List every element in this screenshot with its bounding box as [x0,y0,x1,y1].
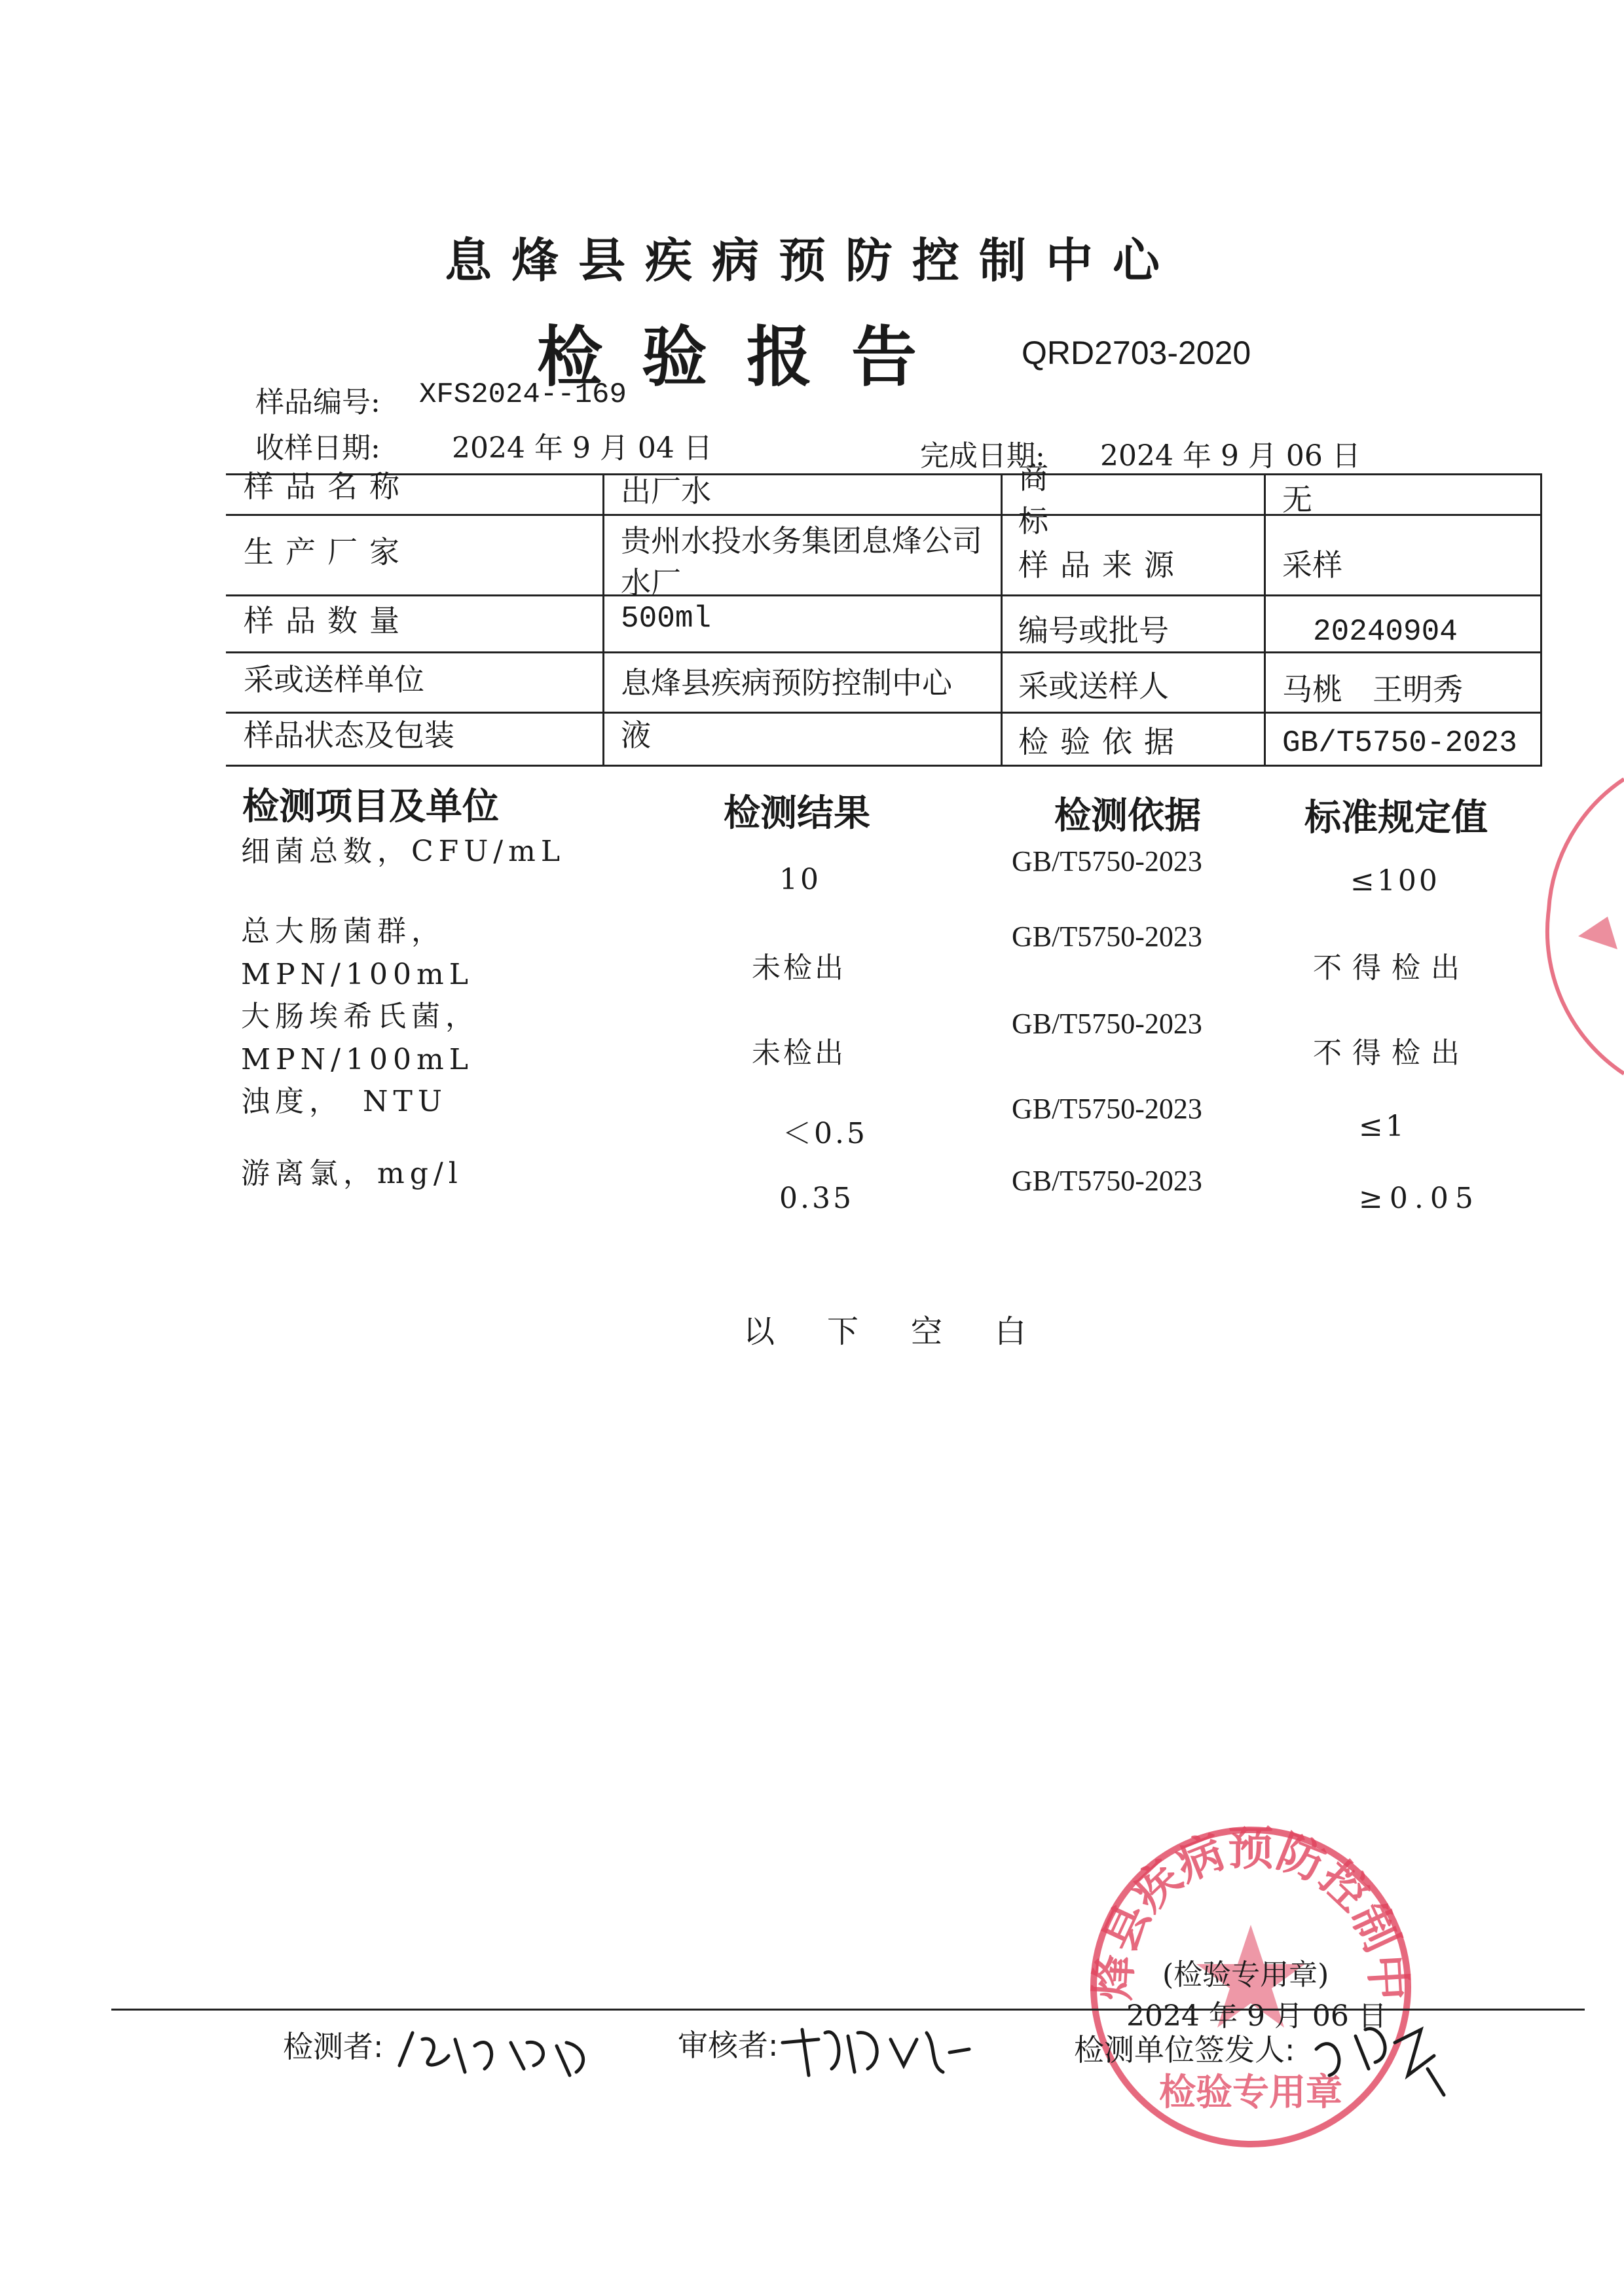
tester-label: 检测者: [283,2029,384,2064]
receive-date-label: 收样日期: [255,431,380,465]
result-row-value: 10 [779,863,821,896]
svg-text:检验专用章: 检验专用章 [1159,2071,1342,2114]
tester-signature [393,2020,616,2092]
quantity-label: 样品数量 [244,603,411,638]
result-row-item: 游离氯，mg/l [241,1157,463,1190]
result-row-item: 大肠埃希氏菌，MPN/100mL [241,1000,479,1076]
source-label: 样品来源 [1018,547,1186,583]
result-row-basis: GB/T5750-2023 [1012,1008,1202,1040]
partial-seal-right [1545,766,1624,1093]
batch-label: 编号或批号 [1018,613,1169,648]
result-row-value: ＜0.5 [783,1117,868,1150]
complete-date-label: 完成日期: [920,439,1045,473]
state-label: 样品状态及包装 [244,718,454,753]
result-row-item: 浊度， NTU [241,1085,447,1118]
brand: 无 [1282,482,1312,517]
sample-no-label: 样品编号: [255,386,380,419]
result-row-standard: ≤1 [1359,1110,1407,1143]
result-row-value: 0.35 [779,1182,854,1215]
result-row-standard: ≥0.05 [1359,1182,1480,1215]
header-result: 检测结果 [724,792,870,835]
stamp-date: 2024 年 9 月 06 日 [1126,1999,1387,2033]
receive-date: 2024 年 9 月 04 日 [452,431,712,465]
quantity: 500ml [621,602,712,636]
issuer-label: 检测单位签发人: [1074,2032,1295,2068]
result-row-standard: 不得检出 [1313,1036,1470,1070]
sampler: 马桃 王明秀 [1282,672,1463,707]
sampler-label: 采或送样人 [1018,668,1169,704]
report-title: 检验报告 [537,319,956,395]
issuer-signature [1310,2010,1460,2102]
svg-text:息烽县疾病预防控制中心: 息烽县疾病预防控制中心 [1058,1774,1416,2002]
reviewer-label: 审核者: [678,2028,779,2063]
brand-label: 商标 [1018,460,1147,539]
header-standard: 标准规定值 [1304,797,1488,839]
organization-name: 息烽县疾病预防控制中心 [444,233,1179,288]
result-row-basis: GB/T5750-2023 [1012,1093,1202,1125]
complete-date: 2024 年 9 月 06 日 [1100,439,1361,473]
reviewer-signature [779,2013,976,2085]
result-row-value: 未检出 [752,951,846,985]
basis: GB/T5750-2023 [1282,726,1517,760]
result-row-standard: 不得检出 [1313,951,1470,985]
result-row-item: 总大肠菌群，MPN/100mL [241,915,473,991]
sample-name: 出厂水 [621,473,711,509]
result-row-basis: GB/T5750-2023 [1012,1165,1202,1197]
header-item: 检测项目及单位 [242,786,499,828]
basis-label: 检验依据 [1018,724,1186,759]
header-basis: 检测依据 [1054,795,1201,837]
stamp-note: (检验专用章) [1162,1958,1329,1992]
result-row-basis: GB/T5750-2023 [1012,920,1202,953]
result-row-standard: ≤100 [1350,864,1440,898]
form-code: QRD2703-2020 [1022,335,1251,371]
unit: 息烽县疾病预防控制中心 [621,665,952,701]
batch: 20240904 [1313,615,1458,649]
result-row-item: 细菌总数，CFU/mL [241,835,566,868]
state: 液 [621,718,651,753]
result-row-basis: GB/T5750-2023 [1012,845,1202,877]
manufacturer-label: 生产厂家 [244,534,411,570]
source: 采样 [1282,547,1342,583]
sample-name-label: 样品名称 [244,469,411,504]
blank-below-note: 以下空白 [743,1313,1079,1350]
result-row-value: 未检出 [752,1036,846,1070]
sample-no: XFS2024--169 [419,378,627,411]
manufacturer: 贵州水投水务集团息烽公司水厂 [621,523,982,600]
unit-label: 采或送样单位 [244,662,424,697]
